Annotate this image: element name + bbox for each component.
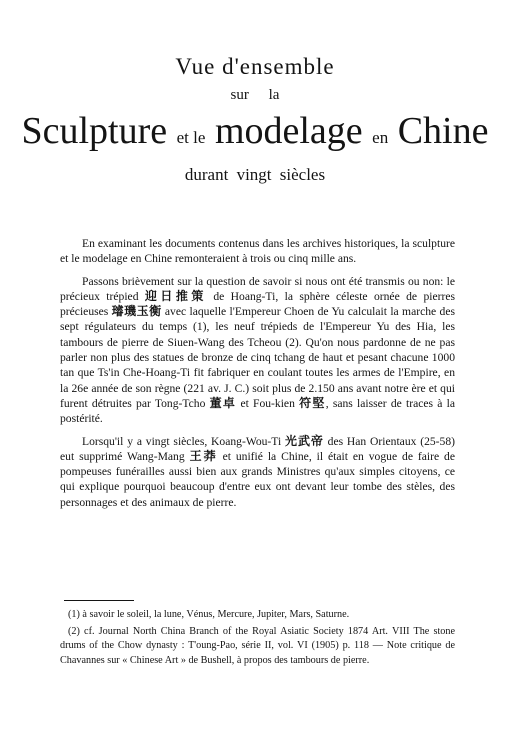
paragraph-3-text-c: et unifié la Chine, il était en vogue de faire de pompeuses funérailles aussi bien aux grands Ministres qu'aux simples citoyens, ce qui explique pourquoi beaucoup d'entre eux ont devant leur tombe des stèles, des personnages et des animaux de pierre. (60, 449, 455, 509)
footnote-rule (64, 600, 134, 601)
cjk-tong-tcho: 董卓 (209, 395, 237, 410)
cjk-tripod-name: 迎日推策 (144, 288, 207, 303)
paragraph-3-text-a: Lorsqu'il y a vingt siècles, Koang-Wou-Ti (82, 434, 282, 448)
paragraph-2-text-a: Passons brièvement sur la question de savoir si nous ont été transmis ou non: le précieux trépied (60, 274, 455, 303)
paragraph-3-text-b: des Han Orientaux (25-58) eut supprimé Wang-Mang (60, 434, 455, 463)
title-line-2: sur la (230, 87, 280, 103)
cjk-koang-wou-ti: 光武帝 (285, 433, 324, 448)
footnote-2: (2) cf. Journal North China Branch of the Royal Asiatic Society 1874 Art. VIII The stone drums of the Chow dynasty : T'oung-Pao, série II, vol. VI (1905) p. 118 — Note critique de Chavannes sur « Chinese Art » de Bushell, à propos des tambours de pierre. (60, 625, 455, 666)
paragraph-2-text-c: avec laquelle l'Empereur Choen de Yu calculait la marche des sept régulateurs du temps (1), les neuf trépieds de l'Empereur Yu des Hia, les tambours de pierre de Siuen-Wang des Tcheou (2). Qu'on nous pardonne de ne pas parler non plus des statues de bronze de cinq tchang de haut et pesant chacune 1000 tan que Ts'in Che-Hoang-Ti fit fabriquer en coulant toutes les armes de l'Empire, en la 26e année de son règne (221 av. J. C.) soit plus de 2.150 ans avant notre ère et qui furent détruites par Tong-Tcho (60, 305, 455, 410)
title-line-4: durant vingt siècles (184, 165, 326, 184)
paragraph-3 (60, 434, 455, 510)
paragraph-2-text-e: , sans laisser de traces à la postérité. (60, 396, 455, 426)
title-word-et-le: et le (176, 128, 206, 147)
title-block (0, 52, 510, 187)
title-word-chine: Chine (397, 110, 489, 152)
paragraph-2-text-d: et Fou-kien (240, 396, 295, 410)
title-word-sculpture: Sculpture (21, 110, 168, 152)
title-line-1: Vue d'ensemble (175, 54, 335, 79)
title-word-modelage: modelage (214, 110, 363, 152)
footnote-1: (1) à savoir le soleil, la lune, Vénus, Mercure, Jupiter, Mars, Saturne. (68, 609, 350, 620)
footnotes (60, 600, 455, 670)
cjk-wang-mang: 王莽 (189, 448, 218, 463)
paragraph-2 (60, 274, 455, 427)
body-text (60, 236, 455, 517)
cjk-sphere-name: 璿璣玉衡 (111, 304, 162, 319)
paragraph-1: En examinant les documents contenus dans les archives historiques, la sculpture et le modelage en Chine remonteraient à trois ou cinq mille ans. (60, 237, 455, 266)
title-line-3 (0, 106, 510, 163)
cjk-fou-kien: 符堅 (299, 395, 326, 410)
title-word-en: en (372, 128, 389, 147)
paragraph-2-text-b: de Hoang-Ti, la sphère céleste ornée de pierres précieuses (60, 289, 455, 319)
